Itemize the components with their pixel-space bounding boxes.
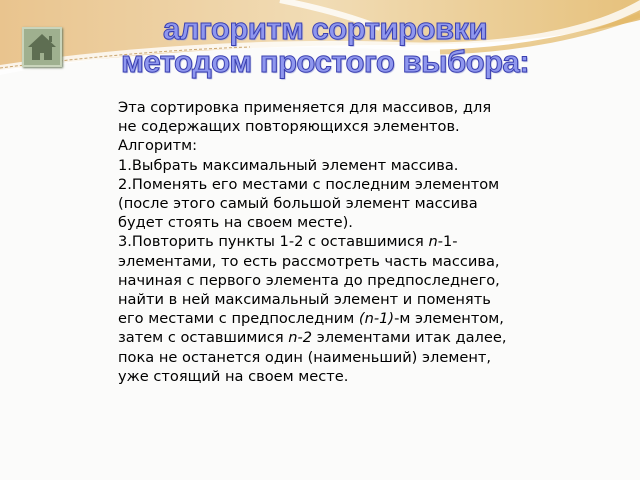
- text-segment: 3.Повторить пункты 1-2 с оставшимися: [118, 233, 429, 251]
- text-segment: -м элементом,: [394, 310, 504, 328]
- text-line: [118, 156, 558, 175]
- italic-term: n: [428, 233, 438, 251]
- italic-term: (n-1): [358, 310, 395, 328]
- text-segment: уже стоящий на своем месте.: [118, 367, 349, 385]
- text-line: [118, 194, 558, 213]
- text-segment: элементами, то есть рассмотреть часть массива,: [118, 252, 500, 270]
- italic-term: n-2: [288, 329, 313, 347]
- text-segment: пока не останется один (наименьший) элемент,: [118, 348, 492, 366]
- text-line: [118, 348, 558, 367]
- text-line: [118, 98, 558, 117]
- text-line: [118, 136, 558, 155]
- text-segment: его местами с предпоследним: [118, 310, 359, 328]
- text-line: [118, 309, 558, 328]
- text-segment: не содержащих повторяющихся элементов.: [118, 118, 460, 136]
- text-segment: будет стоять на своем месте).: [118, 214, 353, 232]
- text-line: [118, 252, 558, 271]
- text-line: [118, 175, 558, 194]
- slide-title: [110, 12, 540, 78]
- text-segment: 1.Выбрать максимальный элемент массива.: [118, 156, 459, 174]
- text-segment: затем с оставшимися: [118, 329, 289, 347]
- text-segment: Эта сортировка применяется для массивов, для: [118, 99, 492, 116]
- algorithm-description: [118, 98, 558, 386]
- text-line: [118, 290, 558, 309]
- text-segment: (после этого самый большой элемент массива: [118, 195, 478, 213]
- text-line: [118, 367, 558, 386]
- home-icon: [24, 29, 60, 65]
- text-segment: Алгоритм:: [118, 137, 198, 155]
- title-line-1: алгоритм сортировки: [162, 11, 488, 46]
- text-line: [118, 232, 558, 251]
- text-segment: -1-: [437, 233, 458, 251]
- home-button[interactable]: [22, 27, 62, 67]
- text-line: [118, 213, 558, 232]
- text-line: [118, 328, 558, 347]
- text-segment: найти в ней максимальный элемент и поменять: [118, 291, 491, 309]
- text-line: [118, 271, 558, 290]
- text-segment: элементами итак далее,: [312, 329, 507, 347]
- text-segment: 2.Поменять его местами с последним элементом: [118, 175, 500, 193]
- title-line-2: методом простого выбора:: [120, 44, 530, 79]
- text-line: [118, 117, 558, 136]
- text-segment: начиная с первого элемента до предпоследнего,: [118, 271, 500, 289]
